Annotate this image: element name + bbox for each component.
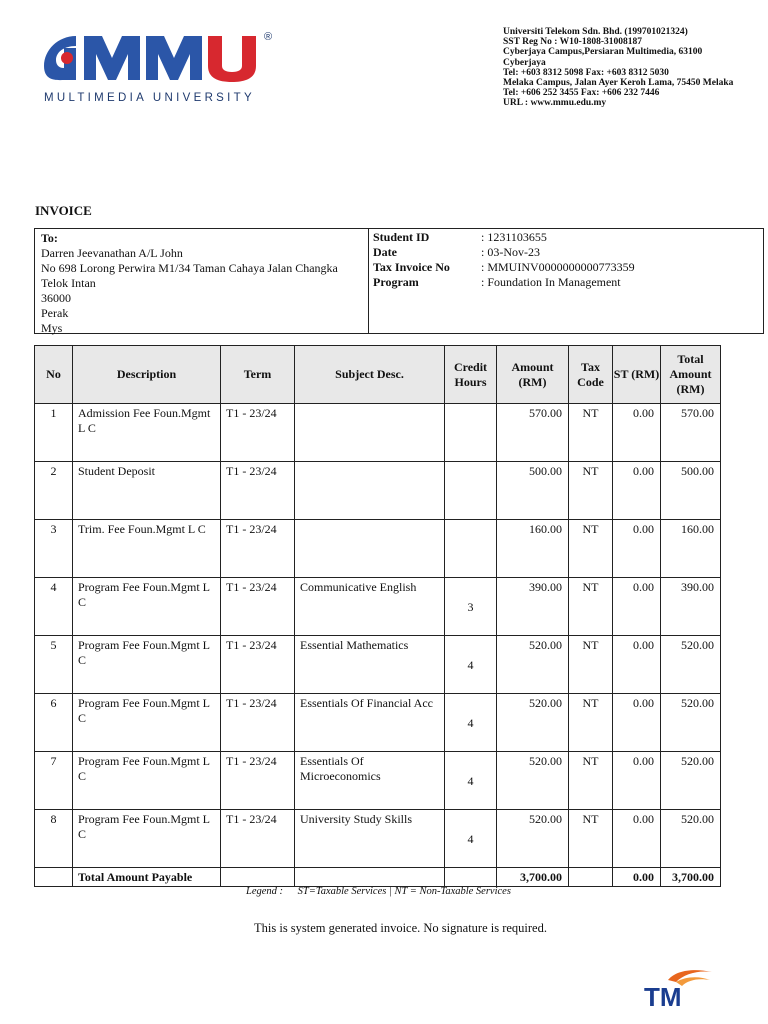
header-total: Total Amount (RM) xyxy=(661,346,721,404)
row-no: 6 xyxy=(35,694,73,752)
row-description: Program Fee Foun.Mgmt L C xyxy=(73,636,221,694)
company-line: Tel: +606 252 3455 Fax: +606 232 7446 xyxy=(503,88,660,99)
row-tax-code: NT xyxy=(569,810,613,868)
total-cell xyxy=(569,868,613,887)
row-no: 8 xyxy=(35,810,73,868)
row-subject xyxy=(295,462,445,520)
header-term: Term xyxy=(221,346,295,404)
table-row xyxy=(35,752,721,810)
recipient-line: Perak xyxy=(41,306,69,320)
header-no: No xyxy=(35,346,73,404)
total-st: 0.00 xyxy=(613,868,661,887)
row-tax-code: NT xyxy=(569,404,613,462)
row-credit-hours: 4 xyxy=(445,752,497,810)
legend-label: Legend : xyxy=(246,886,284,897)
row-amount: 520.00 xyxy=(497,752,569,810)
company-line: Cyberjaya Campus,Persiaran Multimedia, 63100 Cyberjaya xyxy=(503,47,703,68)
row-credit-hours xyxy=(445,520,497,578)
row-amount: 390.00 xyxy=(497,578,569,636)
row-term: T1 - 23/24 xyxy=(221,810,295,868)
recipient-block xyxy=(41,231,338,336)
header-st: ST (RM) xyxy=(613,346,661,404)
row-total: 520.00 xyxy=(661,694,721,752)
row-tax-code: NT xyxy=(569,578,613,636)
row-description: Program Fee Foun.Mgmt L C xyxy=(73,578,221,636)
registered-mark: ® xyxy=(264,31,273,43)
total-amount: 3,700.00 xyxy=(497,868,569,887)
company-line: Tel: +603 8312 5098 Fax: +603 8312 5030 xyxy=(503,67,669,78)
row-no: 1 xyxy=(35,404,73,462)
row-amount: 520.00 xyxy=(497,636,569,694)
footer-note: This is system generated invoice. No signature is required. xyxy=(254,921,547,935)
row-no: 3 xyxy=(35,520,73,578)
row-amount: 500.00 xyxy=(497,462,569,520)
row-no: 2 xyxy=(35,462,73,520)
row-st: 0.00 xyxy=(613,694,661,752)
row-tax-code: NT xyxy=(569,752,613,810)
row-no: 5 xyxy=(35,636,73,694)
row-st: 0.00 xyxy=(613,636,661,694)
row-description: Program Fee Foun.Mgmt L C xyxy=(73,752,221,810)
row-term: T1 - 23/24 xyxy=(221,694,295,752)
total-grand: 3,700.00 xyxy=(661,868,721,887)
row-total: 520.00 xyxy=(661,752,721,810)
total-row xyxy=(35,868,721,887)
row-tax-code: NT xyxy=(569,462,613,520)
row-subject xyxy=(295,520,445,578)
row-st: 0.00 xyxy=(613,810,661,868)
recipient-label: To: xyxy=(41,231,58,245)
row-total: 500.00 xyxy=(661,462,721,520)
row-term: T1 - 23/24 xyxy=(221,752,295,810)
header-credit-hours: Credit Hours xyxy=(445,346,497,404)
row-total: 390.00 xyxy=(661,578,721,636)
row-no: 4 xyxy=(35,578,73,636)
meta-label: Date xyxy=(373,245,397,259)
recipient-line: No 698 Lorong Perwira M1/34 Taman Cahaya Jalan Changka xyxy=(41,261,338,275)
invoice-items-table xyxy=(34,345,721,887)
table-row xyxy=(35,404,721,462)
recipient-line: Darren Jeevanathan A/L John xyxy=(41,246,183,260)
row-credit-hours xyxy=(445,462,497,520)
row-credit-hours: 4 xyxy=(445,694,497,752)
header-tax-code: Tax Code xyxy=(569,346,613,404)
row-subject: Essentials Of Financial Acc xyxy=(295,694,445,752)
row-description: Trim. Fee Foun.Mgmt L C xyxy=(73,520,221,578)
row-credit-hours: 4 xyxy=(445,636,497,694)
row-credit-hours: 4 xyxy=(445,810,497,868)
meta-value: : 03-Nov-23 xyxy=(481,245,540,259)
row-term: T1 - 23/24 xyxy=(221,578,295,636)
info-divider xyxy=(368,229,369,333)
legend-text: ST=Taxable Services | NT = Non-Taxable Services xyxy=(297,886,511,897)
row-no: 7 xyxy=(35,752,73,810)
row-term: T1 - 23/24 xyxy=(221,520,295,578)
row-term: T1 - 23/24 xyxy=(221,462,295,520)
row-subject: University Study Skills xyxy=(295,810,445,868)
row-subject: Communicative English xyxy=(295,578,445,636)
company-line: SST Reg No : W10-1808-31008187 xyxy=(503,37,642,48)
total-cell xyxy=(35,868,73,887)
table-header-row xyxy=(35,346,721,404)
tm-logo-text: TM xyxy=(644,982,682,1008)
row-total: 520.00 xyxy=(661,810,721,868)
recipient-line: 36000 xyxy=(41,291,71,305)
row-total: 570.00 xyxy=(661,404,721,462)
invoice-title: INVOICE xyxy=(35,203,92,218)
row-description: Program Fee Foun.Mgmt L C xyxy=(73,810,221,868)
total-label: Total Amount Payable xyxy=(73,868,221,887)
row-amount: 520.00 xyxy=(497,810,569,868)
meta-label: Student ID xyxy=(373,230,430,244)
row-subject: Essential Mathematics xyxy=(295,636,445,694)
tm-logo xyxy=(640,966,720,1008)
table-row xyxy=(35,462,721,520)
logo-subtitle: MULTIMEDIA UNIVERSITY xyxy=(44,92,255,104)
company-line: URL : www.mmu.edu.my xyxy=(503,98,607,109)
total-cell xyxy=(221,868,295,887)
row-credit-hours: 3 xyxy=(445,578,497,636)
recipient-line: Mys xyxy=(41,321,63,335)
row-amount: 160.00 xyxy=(497,520,569,578)
row-total: 520.00 xyxy=(661,636,721,694)
legend xyxy=(246,886,511,897)
company-address xyxy=(503,27,743,109)
row-description: Student Deposit xyxy=(73,462,221,520)
meta-label: Program xyxy=(373,275,419,289)
meta-label: Tax Invoice No xyxy=(373,260,450,274)
table-row xyxy=(35,694,721,752)
header-amount: Amount (RM) xyxy=(497,346,569,404)
table-row xyxy=(35,578,721,636)
row-tax-code: NT xyxy=(569,636,613,694)
row-amount: 520.00 xyxy=(497,694,569,752)
row-st: 0.00 xyxy=(613,578,661,636)
row-amount: 570.00 xyxy=(497,404,569,462)
row-st: 0.00 xyxy=(613,520,661,578)
header-subject: Subject Desc. xyxy=(295,346,445,404)
row-term: T1 - 23/24 xyxy=(221,636,295,694)
row-total: 160.00 xyxy=(661,520,721,578)
row-st: 0.00 xyxy=(613,462,661,520)
row-subject xyxy=(295,404,445,462)
row-description: Admission Fee Foun.Mgmt L C xyxy=(73,404,221,462)
table-row xyxy=(35,810,721,868)
table-row xyxy=(35,520,721,578)
table-row xyxy=(35,636,721,694)
row-st: 0.00 xyxy=(613,404,661,462)
meta-value: : 1231103655 xyxy=(481,230,547,244)
invoice-info-box xyxy=(34,228,764,334)
row-tax-code: NT xyxy=(569,694,613,752)
row-description: Program Fee Foun.Mgmt L C xyxy=(73,694,221,752)
row-term: T1 - 23/24 xyxy=(221,404,295,462)
company-line: Universiti Telekom Sdn. Bhd. (199701021324) xyxy=(503,27,688,37)
row-st: 0.00 xyxy=(613,752,661,810)
total-cell xyxy=(445,868,497,887)
recipient-line: Telok Intan xyxy=(41,276,96,290)
meta-value: : MMUINV0000000000773359 xyxy=(481,260,635,274)
total-cell xyxy=(295,868,445,887)
row-subject: Essentials Of Microeconomics xyxy=(295,752,445,810)
meta-value: : Foundation In Management xyxy=(481,275,621,289)
row-credit-hours xyxy=(445,404,497,462)
row-tax-code: NT xyxy=(569,520,613,578)
header-description: Description xyxy=(73,346,221,404)
company-line: Melaka Campus, Jalan Ayer Keroh Lama, 75450 Melaka xyxy=(503,78,734,89)
